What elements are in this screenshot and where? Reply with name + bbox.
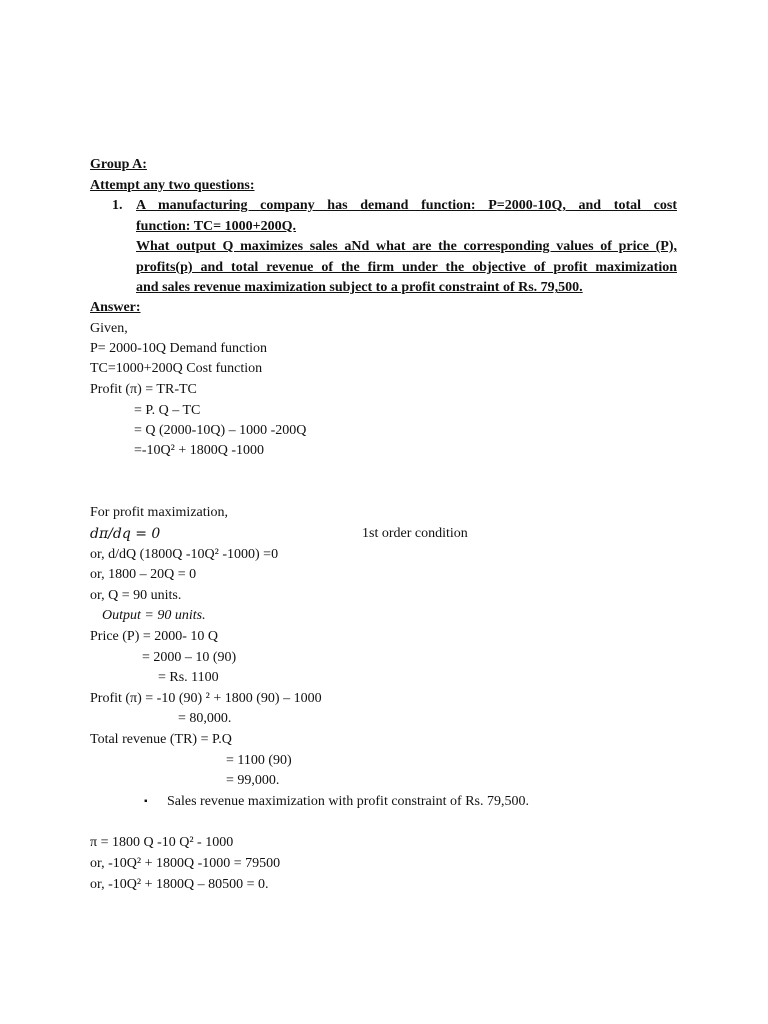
- constraint-step-2: or, -10Q² + 1800Q – 80500 = 0.: [90, 877, 269, 892]
- output-result: Output = 90 units.: [102, 608, 206, 623]
- profit-result: = 80,000.: [178, 711, 232, 726]
- derivative-step: or, d/dQ (1800Q -10Q² -1000) =0: [90, 547, 279, 562]
- total-revenue-substitution: = 1100 (90): [226, 753, 292, 768]
- constraint-step-1: or, -10Q² + 1800Q -1000 = 79500: [90, 856, 281, 871]
- bullet-icon: ▪: [144, 796, 148, 807]
- profit-constraint-equation: π = 1800 Q -10 Q² - 1000: [90, 835, 234, 850]
- question-line-1: A manufacturing company has demand function: P=2000-10Q, and total cost: [136, 198, 677, 213]
- question-line-4: profits(p) and total revenue of the firm under the objective of profit maximization: [136, 259, 677, 275]
- group-heading: Group A:: [90, 157, 147, 172]
- question-number: 1.: [112, 198, 123, 213]
- first-order-equation: dπ/dq = 0: [90, 526, 161, 542]
- quantity-result: or, Q = 90 units.: [90, 588, 182, 603]
- total-revenue-result: = 99,000.: [226, 773, 280, 788]
- price-substitution: = 2000 – 10 (90): [142, 650, 237, 665]
- profit-step-3: =-10Q² + 1800Q -1000: [134, 443, 265, 458]
- instruction-heading: Attempt any two questions:: [90, 178, 255, 193]
- question-line-2: function: TC= 1000+200Q.: [136, 218, 296, 234]
- profit-definition: Profit (π) = TR-TC: [90, 382, 197, 397]
- demand-function: P= 2000-10Q Demand function: [90, 341, 268, 356]
- answer-heading: Answer:: [90, 300, 141, 315]
- profit-step-1: = P. Q – TC: [134, 403, 201, 418]
- solve-step: or, 1800 – 20Q = 0: [90, 567, 197, 582]
- profit-max-heading: For profit maximization,: [90, 505, 229, 520]
- profit-step-2: = Q (2000-10Q) – 1000 -200Q: [134, 423, 307, 438]
- price-formula: Price (P) = 2000- 10 Q: [90, 629, 219, 644]
- profit-calculation: Profit (π) = -10 (90) ² + 1800 (90) – 1000: [90, 691, 322, 706]
- first-order-label: 1st order condition: [362, 526, 468, 541]
- cost-function: TC=1000+200Q Cost function: [90, 361, 263, 376]
- question-line-3: What output Q maximizes sales aNd what are the corresponding values of price (P),: [136, 239, 677, 255]
- given-label: Given,: [90, 321, 128, 336]
- price-result: = Rs. 1100: [158, 670, 219, 685]
- question-line-5: and sales revenue maximization subject to a profit constraint of Rs. 79,500.: [136, 280, 583, 296]
- sales-max-heading: Sales revenue maximization with profit constraint of Rs. 79,500.: [167, 794, 529, 809]
- total-revenue-formula: Total revenue (TR) = P.Q: [90, 732, 232, 747]
